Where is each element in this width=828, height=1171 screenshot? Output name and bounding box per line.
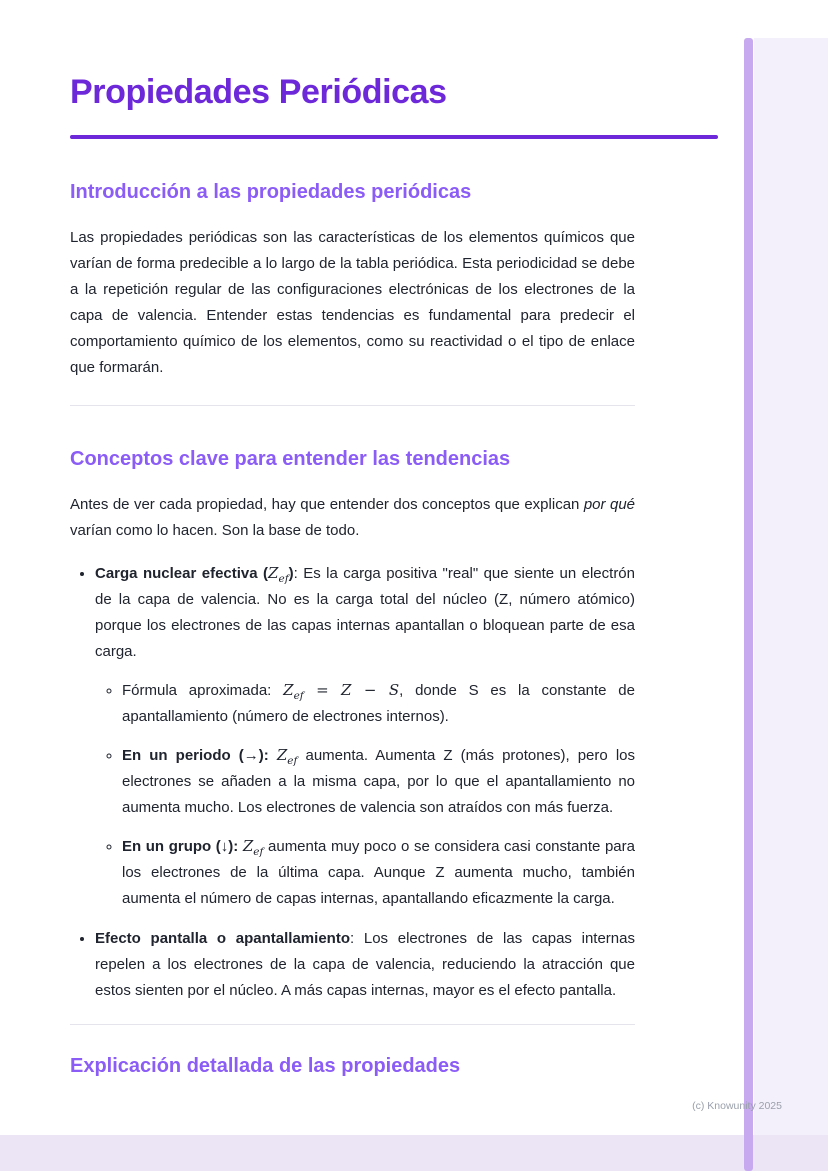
- conceptos-lead-paragraph: Antes de ver cada propiedad, hay que entender dos conceptos que explican por qué varían como lo hacen. Son la base de todo.: [70, 496, 636, 539]
- list-item-text: Fórmula aproximada: $Z_{ef} = Z - S$, donde S es la constante de apantallamiento (número de electrones internos).: [122, 681, 635, 725]
- list-item-text: En un grupo (↓): $Z_{ef}$ aumenta muy poco o se considera casi constante para los electrones de la última capa. Aunque Z aumenta mucho, también aumenta el número de capas internas, apantallando eficazmente la carga.: [122, 837, 635, 907]
- list-item-text: Efecto pantalla o apantallamiento: Los electrones de las capas internas repelen a los electrones de la capa de valencia, reduciendo la atracción que estos sienten por el núcleo. A más capas internas, mayor es el efecto pantalla.: [95, 930, 635, 999]
- list-item-efecto-pantalla: [95, 926, 635, 1004]
- sub-bullet-list: [95, 677, 635, 912]
- section-heading-introduccion: Introducción a las propiedades periódicas: [70, 181, 472, 203]
- page-title: Propiedades Periódicas: [70, 73, 447, 111]
- bullet-list: [70, 560, 635, 1004]
- document-content: [70, 72, 635, 1079]
- section-divider: [70, 1024, 635, 1025]
- list-item-formula: [122, 677, 635, 730]
- list-item-grupo: [122, 833, 635, 912]
- section-divider: [70, 405, 635, 406]
- title-underline-rule: [70, 135, 718, 139]
- intro-paragraph: Las propiedades periódicas son las características de los elementos químicos que varían de forma predecible a lo largo de la tabla periódica. Esta periodicidad se debe a la repetición regular de las configuraciones electrónicas de los electrones de la capa de valencia. Entender estas tendencias es fundamental para predecir el comportamiento químico de los elementos, como su reactividad o el tipo de enlace que formarán.: [70, 229, 635, 376]
- section-heading-conceptos: Conceptos clave para entender las tendencias: [70, 448, 511, 470]
- list-item-carga-nuclear: [95, 560, 635, 912]
- footer-credit: (c) Knowunity 2025: [692, 1100, 782, 1112]
- page-bottom-strip: [0, 1135, 828, 1171]
- list-item-periodo: [122, 742, 635, 821]
- page-edge-accent-bar: [744, 38, 753, 1171]
- section-heading-explicacion: Explicación detallada de las propiedades: [70, 1055, 461, 1077]
- list-item-text: Carga nuclear efectiva $(Z_{ef})$: Es la carga positiva "real" que siente un electrón de la capa de valencia. No es la carga total del núcleo (Z, número atómico) porque los electrones de las capas internas apantallan o bloquean parte de esa carga.: [95, 564, 635, 660]
- page-edge-column: [754, 38, 828, 1171]
- list-item-text: En un periodo (→): $Z_{ef}$ aumenta. Aumenta Z (más protones), pero los electrones se añaden a la misma capa, por lo que el apantallamiento no aumenta mucho. Los electrones de valencia son atraídos con más fuerza.: [122, 746, 635, 816]
